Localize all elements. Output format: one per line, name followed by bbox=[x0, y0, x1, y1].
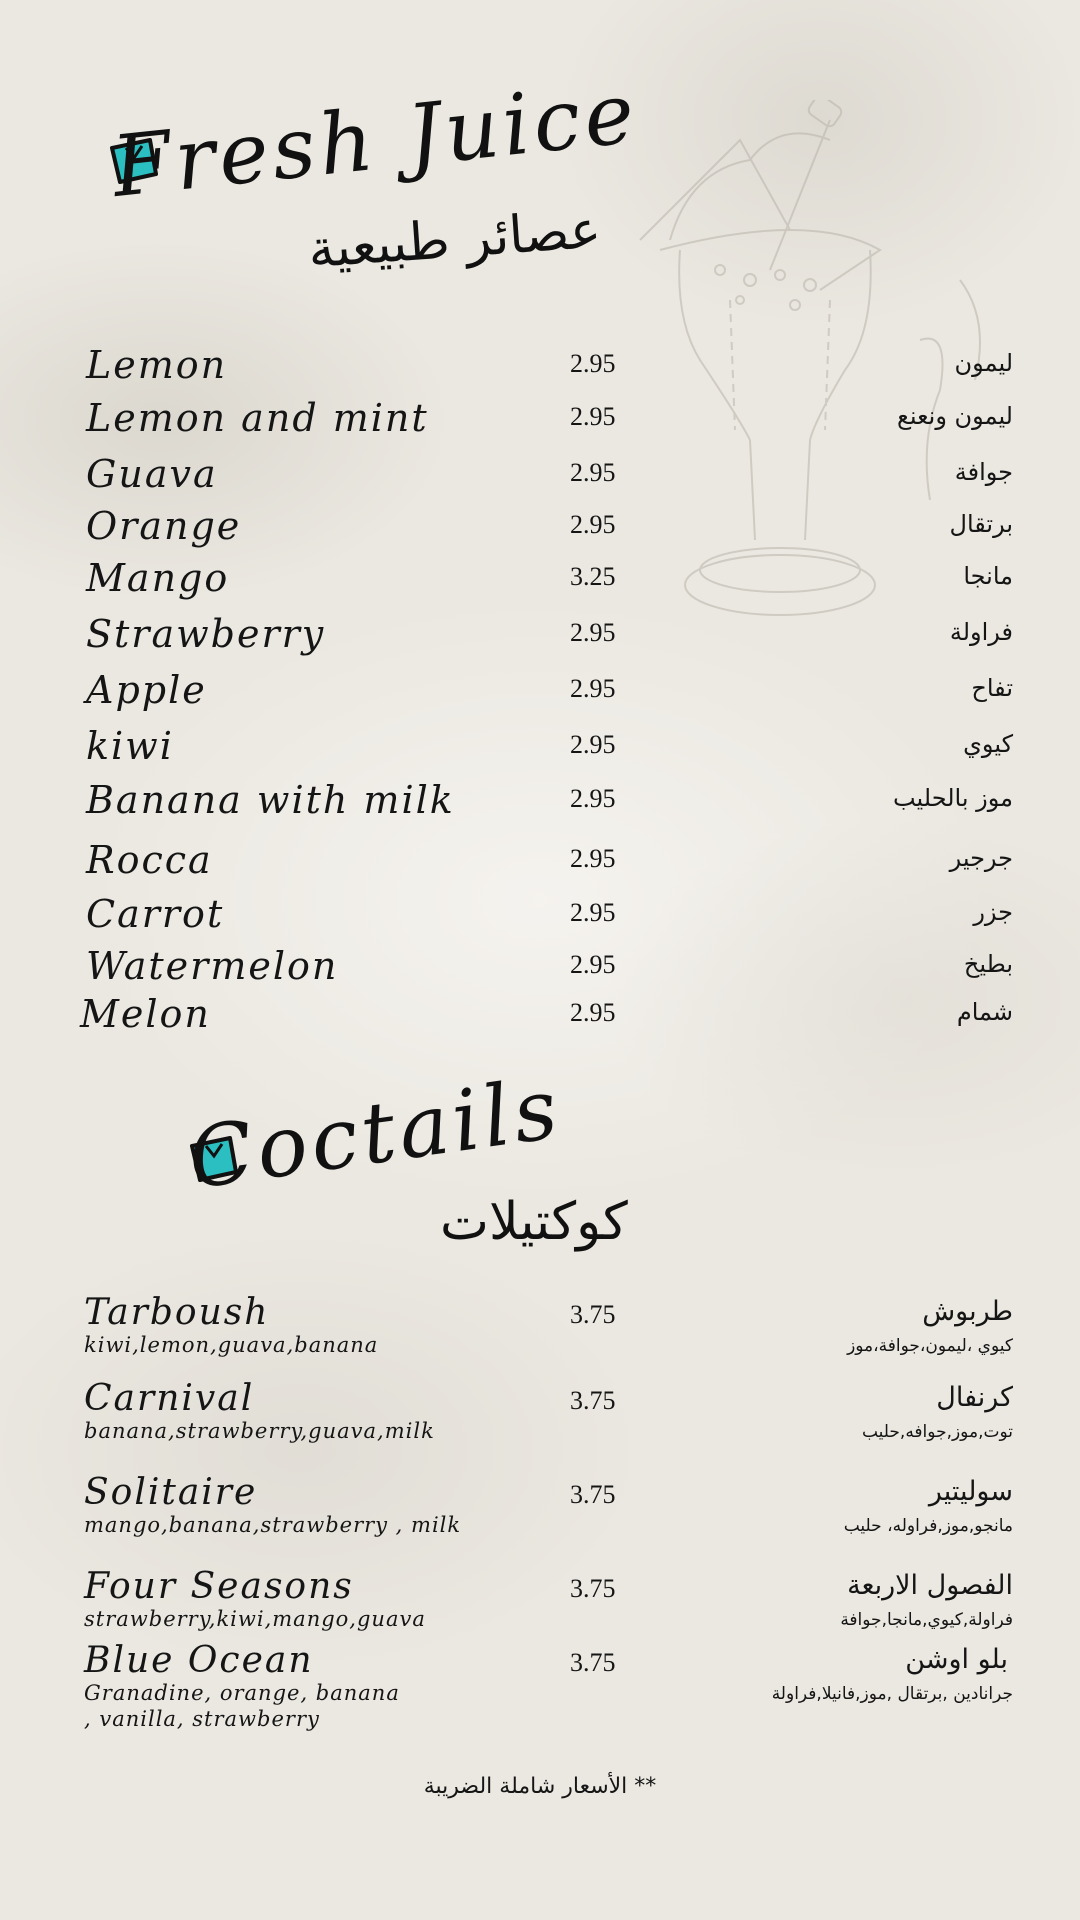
item-name-ar: جزر bbox=[973, 898, 1013, 926]
item-name-ar: ليمون ونعنع bbox=[897, 402, 1013, 430]
cocktail-ingredients-ar: فراولة,كيوي,مانجا,جوافة bbox=[840, 1610, 1013, 1630]
cocktail-name-ar: طربوش bbox=[922, 1296, 1013, 1327]
item-price: 2.95 bbox=[570, 998, 616, 1027]
cocktail-price: 3.75 bbox=[570, 1574, 616, 1603]
item-name: Watermelon bbox=[86, 944, 339, 988]
item-price: 2.95 bbox=[570, 458, 616, 487]
cocktail-name-ar: الفصول الاربعة bbox=[847, 1570, 1013, 1601]
cocktail-name-ar: سوليتير bbox=[928, 1476, 1013, 1507]
cocktail-ingredients-ar: مانجو,موز,فراوله، حليب bbox=[843, 1516, 1013, 1536]
item-name: Guava bbox=[86, 452, 218, 496]
cocktail-name-ar: كرنفال bbox=[936, 1382, 1013, 1413]
list-item bbox=[0, 504, 1080, 554]
item-price: 2.95 bbox=[570, 844, 616, 873]
item-name-ar: تفاح bbox=[971, 674, 1013, 702]
section-title-cocktails: Coctails bbox=[182, 1058, 567, 1208]
cocktail-name-ar: بلو اوشن bbox=[905, 1644, 1008, 1675]
item-price: 2.95 bbox=[570, 784, 616, 813]
cocktail-ingredients-ar: توت,موز,جوافه,حليب bbox=[861, 1422, 1013, 1442]
cocktail-ingredients: kiwi,lemon,guava,banana bbox=[84, 1333, 379, 1357]
cocktail-name: Carnival bbox=[84, 1378, 255, 1419]
cocktail-name: Blue Ocean bbox=[84, 1640, 314, 1681]
item-name-ar: فراولة bbox=[949, 618, 1013, 646]
item-price: 3.25 bbox=[570, 562, 616, 591]
item-name-ar: جرجير bbox=[949, 844, 1013, 872]
item-price: 2.95 bbox=[570, 898, 616, 927]
item-name-ar: جوافة bbox=[954, 458, 1013, 486]
item-price: 2.95 bbox=[570, 730, 616, 759]
item-name-ar: بطيخ bbox=[963, 950, 1013, 978]
list-item bbox=[0, 1640, 1080, 1750]
cocktail-price: 3.75 bbox=[570, 1386, 616, 1415]
item-name: Carrot bbox=[86, 892, 225, 936]
list-item bbox=[0, 1378, 1080, 1468]
cocktail-ingredients-ar: جرانادين ,برتقال ,موز,فانيلا,فراولة bbox=[771, 1684, 1013, 1704]
item-name-ar: شمام bbox=[956, 998, 1013, 1026]
item-name: Lemon and mint bbox=[86, 396, 429, 440]
item-price: 2.95 bbox=[570, 674, 616, 703]
list-item bbox=[0, 612, 1080, 662]
item-name: Melon bbox=[80, 992, 211, 1036]
section-title-cocktails-ar: كوكتيلات bbox=[440, 1192, 628, 1252]
list-item bbox=[0, 992, 1080, 1042]
cocktail-price: 3.75 bbox=[570, 1300, 616, 1329]
item-name: Banana with milk bbox=[86, 778, 455, 822]
item-name-ar: مانجا bbox=[963, 562, 1013, 590]
item-name: Mango bbox=[86, 556, 230, 600]
cocktail-price: 3.75 bbox=[570, 1648, 616, 1677]
cocktail-price: 3.75 bbox=[570, 1480, 616, 1509]
item-name-ar: كيوي bbox=[963, 730, 1013, 758]
list-item bbox=[0, 778, 1080, 828]
cocktail-name: Four Seasons bbox=[84, 1566, 354, 1607]
cocktail-ingredients: banana,strawberry,guava,milk bbox=[84, 1419, 435, 1443]
list-item bbox=[0, 668, 1080, 718]
list-item bbox=[0, 944, 1080, 994]
cocktail-ingredients-ar: كيوي ،ليمون،جوافة،موز bbox=[847, 1336, 1013, 1356]
list-item bbox=[0, 452, 1080, 502]
list-item bbox=[0, 838, 1080, 888]
list-item bbox=[0, 1292, 1080, 1382]
item-name-ar: ليمون bbox=[954, 349, 1013, 377]
tax-footnote: ** الأسعار شاملة الضريبة bbox=[423, 1774, 657, 1799]
item-name: Apple bbox=[86, 668, 207, 712]
item-price: 2.95 bbox=[570, 510, 616, 539]
cocktail-ingredients-line2: , vanilla, strawberry bbox=[84, 1707, 320, 1731]
item-name: Rocca bbox=[86, 838, 213, 882]
item-name-ar: برتقال bbox=[949, 510, 1013, 538]
cocktail-ingredients: strawberry,kiwi,mango,guava bbox=[84, 1607, 426, 1631]
section-title-fresh-juice: Fresh Juice bbox=[107, 63, 643, 217]
item-price: 2.95 bbox=[570, 618, 616, 647]
item-price: 2.95 bbox=[570, 402, 616, 431]
item-name-ar: موز بالحليب bbox=[892, 784, 1013, 812]
item-price: 2.95 bbox=[570, 349, 616, 378]
list-item bbox=[0, 724, 1080, 774]
item-name: kiwi bbox=[86, 724, 174, 768]
cocktail-ingredients: Granadine, orange, banana bbox=[84, 1681, 400, 1705]
list-item bbox=[0, 892, 1080, 942]
item-name: Strawberry bbox=[86, 612, 326, 656]
section-title-fresh-juice-ar: عصائر طبيعية bbox=[306, 199, 603, 281]
list-item bbox=[0, 556, 1080, 606]
cocktail-ingredients: mango,banana,strawberry , milk bbox=[84, 1513, 462, 1537]
list-item bbox=[0, 343, 1080, 393]
item-price: 2.95 bbox=[570, 950, 616, 979]
cocktail-name: Tarboush bbox=[84, 1292, 270, 1333]
cocktail-name: Solitaire bbox=[84, 1472, 258, 1513]
list-item bbox=[0, 396, 1080, 446]
list-item bbox=[0, 1472, 1080, 1562]
item-name: Lemon bbox=[86, 343, 228, 387]
item-name: Orange bbox=[86, 504, 242, 548]
